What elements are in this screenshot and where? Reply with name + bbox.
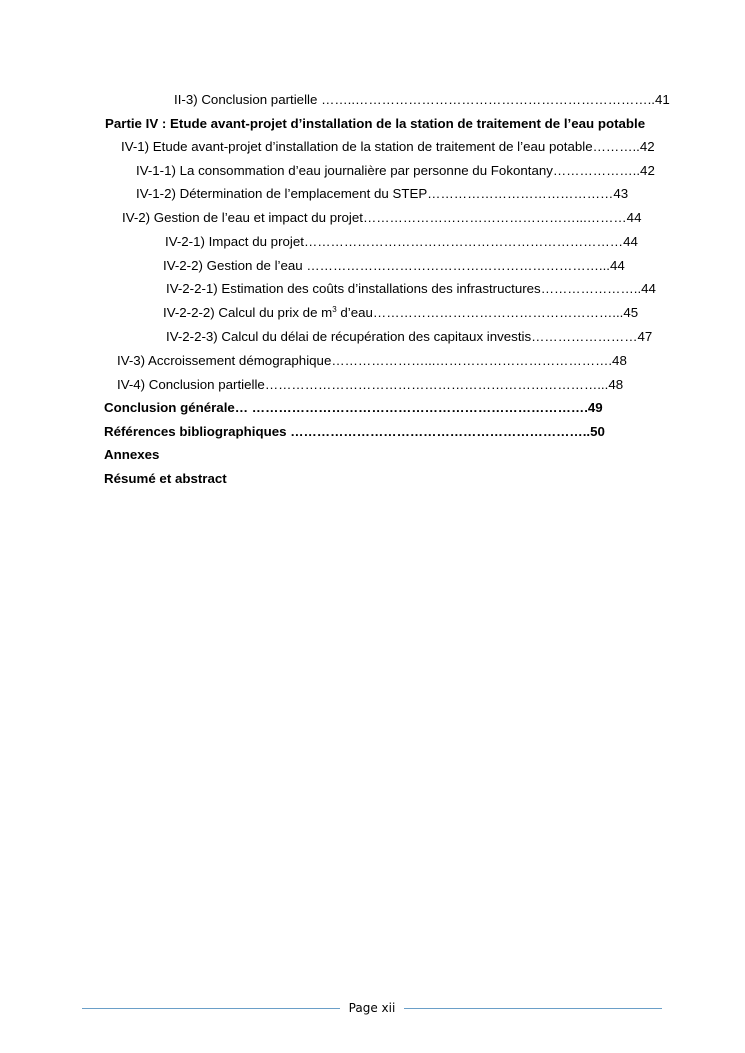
toc-entry-iv-2-2-3: IV-2-2-3) Calcul du délai de récupération des capitaux investis……………………47 — [166, 329, 653, 344]
toc-entry-iv-2-2-2 — [163, 304, 638, 321]
toc-entry-resume: Résumé et abstract — [104, 471, 227, 486]
toc-entry-iv-2-2: IV-2-2) Gestion de l’eau …………………………………………………………...44 — [163, 258, 625, 273]
superscript-cube: 3 — [332, 305, 337, 314]
toc-entry-iv-2-1: IV-2-1) Impact du projet………………………………………………………………44 — [165, 234, 638, 249]
toc-entry-ii-3-conclusion-partielle: II-3) Conclusion partielle ……..…………………………………………………………..41 — [174, 92, 670, 107]
toc-entry-iv-2-2-1: IV-2-2-1) Estimation des coûts d’installations des infrastructures…………………..44 — [166, 281, 656, 296]
toc-heading-partie-iv: Partie IV : Etude avant-projet d’installation de la station de traitement de l’eau potable — [105, 116, 646, 131]
toc-entry-iv-1-2: IV-1-2) Détermination de l’emplacement du STEP……………………………………43 — [136, 186, 629, 201]
page-number: Page xii — [348, 1001, 396, 1015]
toc-entry-iv-2: IV-2) Gestion de l’eau et impact du projet…………………………………………...………44 — [122, 210, 642, 225]
toc-entry-iv-2-2-2-rest: d’eau………………………………………………...45 — [336, 305, 639, 320]
toc-entry-iv-2-2-2-text: IV-2-2-2) Calcul du prix de m — [163, 305, 333, 320]
toc-entry-annexes: Annexes — [104, 447, 160, 462]
toc-entry-iv-3: IV-3) Accroissement démographique…………………...………………………………….48 — [117, 353, 627, 368]
footer-rule-left — [82, 1008, 340, 1009]
toc-entry-references: Références bibliographiques …………………………………………………………..50 — [104, 424, 605, 439]
toc-entry-iv-4: IV-4) Conclusion partielle…………………………………………………………………...48 — [117, 377, 624, 392]
footer-rule-right — [404, 1008, 662, 1009]
toc-entry-conclusion-generale: Conclusion générale… ………………………………………………………………….49 — [104, 400, 603, 415]
toc-entry-iv-1-1: IV-1-1) La consommation d’eau journalière par personne du Fokontany………………..42 — [136, 163, 655, 178]
toc-entry-iv-1: IV-1) Etude avant-projet d’installation de la station de traitement de l’eau potable………..42 — [121, 139, 655, 154]
